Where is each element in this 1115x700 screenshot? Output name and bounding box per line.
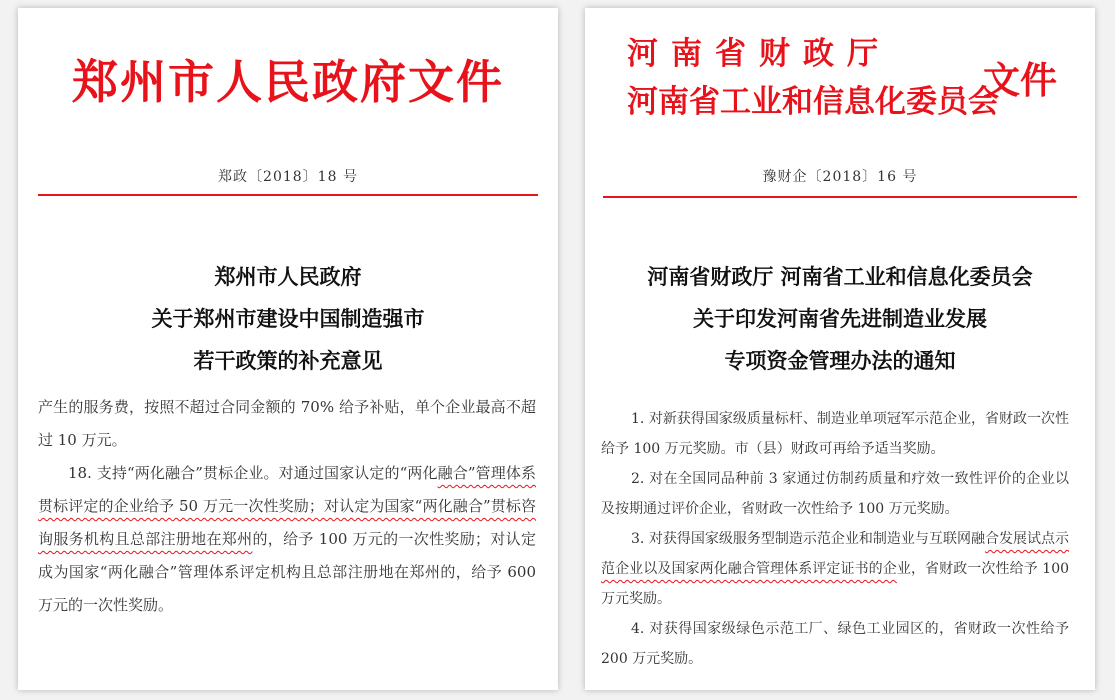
right-paragraph-4: 4. 对获得国家级绿色示范工厂、绿色工业园区的，省财政一次性给予 200 万元奖励。 — [601, 621, 1069, 667]
left-body — [38, 391, 536, 622]
right-document-page — [585, 8, 1095, 690]
right-title-line-1: 河南省财政厅 河南省工业和信息化委员会 — [647, 265, 1033, 289]
right-title — [585, 256, 1095, 382]
right-masthead-line-1: 河南省财政厅 — [627, 36, 891, 72]
right-title-line-2: 关于印发河南省先进制造业发展 — [693, 307, 987, 331]
right-title-line-3: 专项资金管理办法的通知 — [724, 349, 956, 373]
left-title-line-3: 若干政策的补充意见 — [193, 349, 383, 373]
left-paragraph-2-highlight: 融合”管理体系贯标评定的企业给予 50 万元一次性奖励；对认定为国家“两化融合”贯标咨询服务机构且总部注册地在郑州 — [38, 464, 536, 548]
left-red-rule — [38, 194, 538, 196]
right-body — [601, 404, 1069, 674]
right-red-rule — [603, 196, 1077, 198]
left-paragraph-2 — [38, 457, 536, 622]
right-paragraph-3-highlight: 合发展试点示范企业以及国家两化融合管理体系评定证书的企 — [601, 531, 1069, 577]
right-paragraph-3-tail: 业，省财政一次性给予 100 万元奖励。 — [601, 561, 1070, 607]
left-paragraph-2-lead: 18. 支持“两化融合”贯标企业。对通过国家认定的“两化 — [68, 464, 438, 482]
left-paragraph-1: 产生的服务费，按照不超过合同金额的 70% 给予补贴，单个企业最高不超过 10 万元。 — [38, 398, 536, 449]
left-document-page — [18, 8, 558, 690]
right-paragraph-3 — [601, 524, 1069, 614]
left-paragraph-2-tail: 的，给予 100 万元的一次性奖励；对认定成为国家“两化融合”管理体系评定机构且总部注册地在郑州的，给予 600 万元的一次性奖励。 — [38, 530, 536, 614]
right-masthead-line-2: 河南省工业和信息化委员会 — [627, 84, 999, 120]
right-paragraph-3-lead: 3. 对获得国家级服务型制造示范企业和制造业与互联网融 — [631, 531, 985, 547]
right-paragraph-1: 1. 对新获得国家级质量标杆、制造业单项冠军示范企业，省财政一次性给予 100 万元奖励。市（县）财政可再给予适当奖励。 — [601, 411, 1069, 457]
left-title-line-2: 关于郑州市建设中国制造强市 — [151, 307, 425, 331]
left-doc-number: 郑政〔2018〕18 号 — [218, 169, 358, 185]
left-masthead: 郑州市人民政府文件 — [72, 55, 504, 109]
left-title — [18, 256, 558, 382]
right-paragraph-2: 2. 对在全国同品种前 3 家通过仿制药质量和疗效一致性评价的企业以及按期通过评价企业，省财政一次性给予 100 万元奖励。 — [601, 471, 1069, 517]
right-doc-number: 豫财企〔2018〕16 号 — [762, 169, 918, 185]
left-title-line-1: 郑州市人民政府 — [214, 265, 362, 289]
right-masthead-suffix: 文件 — [983, 59, 1057, 102]
